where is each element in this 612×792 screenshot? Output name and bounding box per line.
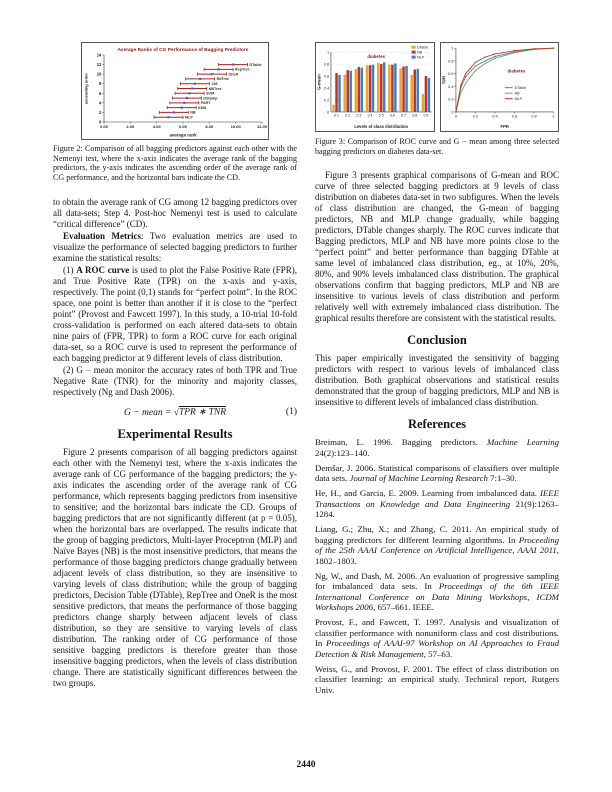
reference-authors: Provost, F., and Fawcett, T. 1997. Analysis and visualization of classifier performance with nonuniform class and cost distributions. In <box>315 617 559 649</box>
reference-authors: Ng, W., and Dash, M. 2006. An evaluation of progressive sampling for imbalanced data sets. In <box>315 570 559 592</box>
reference-entry <box>315 524 559 566</box>
svg-text:NB: NB <box>417 50 423 55</box>
svg-text:G-mean: G-mean <box>316 74 322 90</box>
svg-text:0.6: 0.6 <box>447 71 454 77</box>
svg-text:KNN: KNN <box>198 105 207 110</box>
reference-venue: Machine Learning <box>486 437 559 448</box>
left-paragraphs-2 <box>53 447 297 689</box>
reference-entry <box>315 571 559 613</box>
svg-text:diabetes: diabetes <box>367 54 386 60</box>
equation-radicand: TPR ∗ TNR <box>178 407 226 418</box>
svg-text:OneR: OneR <box>228 72 239 77</box>
equation-number: (1) <box>285 406 297 417</box>
svg-text:12: 12 <box>96 62 102 68</box>
svg-text:MLP: MLP <box>514 97 522 102</box>
svg-text:RepTree: RepTree <box>235 67 250 72</box>
svg-text:0.2: 0.2 <box>345 113 351 118</box>
svg-text:12.00: 12.00 <box>256 124 268 129</box>
figure2-caption: Figure 2: Comparison of all bagging predictors against each other with the Nemenyi test, where the x-axis indicates the average rank of the bagging predictors, the y-axis indicates the ascending order of the average rank of CG performance, and the horizontal bars indicate the CD. <box>53 144 297 183</box>
paragraph-text: : Two evaluation metrics are used to visualize the performance of selected bagging predictors to further examine the statistical results: <box>53 230 297 263</box>
reference-entry <box>315 617 559 659</box>
reference-authors: Demšar, J. 2006. Statistical comparisons of classifiers over multiple data sets. <box>315 462 559 484</box>
svg-text:4: 4 <box>99 100 102 106</box>
svg-text:Levels of class distribution: Levels of class distribution <box>354 123 409 129</box>
figure3-gmean-chart <box>315 42 435 132</box>
svg-text:0.6: 0.6 <box>323 73 330 79</box>
svg-text:0.4: 0.4 <box>323 85 330 91</box>
svg-text:DStump: DStump <box>203 96 218 101</box>
left-column <box>53 42 297 690</box>
svg-text:0.4: 0.4 <box>367 113 373 118</box>
svg-text:0.9: 0.9 <box>423 113 429 118</box>
reference-pages: 7:1–30. <box>487 473 517 484</box>
reference-pages: , 57–63. <box>423 648 453 659</box>
figure3-roc-chart <box>440 42 560 132</box>
svg-text:0.1: 0.1 <box>334 113 339 118</box>
svg-text:PART: PART <box>200 101 211 106</box>
reference-pages: , 1802–1803. <box>315 545 559 566</box>
references-heading: References <box>407 417 467 432</box>
svg-text:0.4: 0.4 <box>447 83 454 89</box>
reference-venue: IEEE Transactions on Knowledge and Data Engineering <box>315 488 559 509</box>
paragraph <box>53 365 297 398</box>
paragraph-bold-lead: Evaluation Metrics <box>63 230 142 241</box>
svg-text:NB: NB <box>190 110 196 115</box>
reference-authors: Breiman, L. 1996. Bagging predictors. <box>315 437 487 448</box>
figure2-nemenyi-chart <box>81 42 269 140</box>
svg-text:average rank: average rank <box>169 132 197 138</box>
svg-text:0: 0 <box>99 119 102 125</box>
svg-text:DTable: DTable <box>249 62 262 67</box>
paragraph-text: (2) G − mean monitor the accuracy rates of both TPR and True Negative Rate (TNR) for the minority and majority classes, respectively (Ng and Dash 2006). <box>53 364 297 397</box>
svg-text:SVM: SVM <box>206 91 215 96</box>
svg-text:0.4: 0.4 <box>491 113 498 119</box>
svg-text:DTable: DTable <box>514 86 526 91</box>
reference-authors: He, H., and Garcia, E. 2009. Learning from imbalanced data. <box>315 488 540 499</box>
equation-gmean <box>53 407 297 418</box>
paragraph <box>53 231 297 264</box>
svg-text:0.6: 0.6 <box>389 113 395 118</box>
svg-text:2.00: 2.00 <box>126 124 135 129</box>
reference-entry <box>315 437 559 458</box>
svg-text:0.7: 0.7 <box>401 113 406 118</box>
svg-text:ascending order: ascending order <box>83 72 89 105</box>
svg-text:0.8: 0.8 <box>412 113 418 118</box>
paragraph <box>53 265 297 364</box>
svg-text:J48: J48 <box>211 82 218 87</box>
reference-authors: Weiss, G., and Provost, F. 2001. The effect of class distribution on classifier learning: an empirical study. Technical report, Rutgers Univ. <box>315 663 559 695</box>
paragraph-text: Figure 3 presents graphical comparisons of G-mean and ROC curve of three selected bagging predictors at 9 levels of class distribution on diabetes data-set in two subfigures. When the levels of class distribution are changed, the G-mean of bagging predictors, NB and MLP change gradually, while bagging predictors, DTable changes sharply. The ROC curves indicate that Bagging predictors, MLP and NB have more points close to the “perfect point” and better performance than bagging DTable at same level of imbalanced class distribution, eg., at 10%, 20%, 80%, and 90% levels imbalanced class distribution. The graphical observations confirm that bagging predictors, MLP and NB are insensitive to various levels of class distribution and perform relatively well with extremely imbalanced class distribution. The graphical results therefore are consistent with the statistical results. <box>315 170 559 324</box>
svg-text:0.2: 0.2 <box>323 97 330 103</box>
svg-text:8.00: 8.00 <box>205 124 214 129</box>
reference-pages: , 657–661. IEEE. <box>373 602 434 613</box>
figure3 <box>315 42 559 132</box>
reference-entry <box>315 488 559 520</box>
svg-text:0.00: 0.00 <box>100 124 108 129</box>
paragraph-text: to obtain the average rank of CG among 12 bagging predictors over all data-sets; Step 4. Post-hoc Nemenyi test is used to calculate “critical difference” (CD). <box>53 196 297 229</box>
paragraph-pre: (1) <box>63 264 77 275</box>
svg-text:0.6: 0.6 <box>511 113 517 119</box>
svg-text:0: 0 <box>326 109 330 115</box>
svg-text:1: 1 <box>450 45 454 51</box>
svg-text:0.8: 0.8 <box>323 61 330 67</box>
svg-text:0.2: 0.2 <box>472 113 478 119</box>
svg-text:2: 2 <box>99 109 102 115</box>
reference-pages: 24(2):123–140. <box>315 447 370 458</box>
svg-text:10.00: 10.00 <box>230 124 241 129</box>
figure2 <box>53 42 297 140</box>
paragraph <box>315 170 559 324</box>
svg-text:MLP: MLP <box>185 115 193 120</box>
reference-venue: Journal of Machine Learning Research <box>349 473 488 484</box>
svg-text:MLP: MLP <box>417 55 425 60</box>
svg-text:0: 0 <box>450 109 454 115</box>
results-heading: Experimental Results <box>117 426 233 441</box>
reference-entry <box>315 463 559 484</box>
figure3-caption: Figure 3: Comparison of ROC curve and G − mean among three selected bagging predictors on diabetes data-set. <box>315 137 559 156</box>
svg-text:0.5: 0.5 <box>378 113 384 118</box>
svg-text:0.3: 0.3 <box>356 113 362 118</box>
reference-authors: Liang, G.; Zhu, X.; and Zhang, C. 2011. An empirical study of bagging predictors for different learning algorithms. In <box>315 524 559 545</box>
svg-text:6: 6 <box>99 90 102 96</box>
paragraph <box>315 353 559 408</box>
reference-venue: Proceedings of the 6th IEEE International Conference on Data Mining Workshops, ICDM Workshops 2006 <box>315 581 560 613</box>
svg-text:NBTree: NBTree <box>208 86 222 91</box>
paragraph <box>53 447 297 689</box>
svg-text:FPR: FPR <box>500 123 509 129</box>
reference-pages: 21(9):1263–1284. <box>315 498 559 520</box>
references-list <box>315 437 559 695</box>
left-paragraphs <box>53 197 297 398</box>
svg-text:DTable: DTable <box>417 45 429 50</box>
svg-text:0.8: 0.8 <box>530 113 537 119</box>
paragraph-text: is used to plot the False Positive Rate (FPR), and True Positive Rate (TPR) on the x-axis and y-axis, respectively. The point (0,1) stands for “perfect point”. In the ROC space, one point is better than another if it is close to the “perfect point” (Provost and Fawcett 1997). In this study, a 10-trial 10-fold cross-validation is performed on each altered data-sets to obtain nine pairs of (FPR, TPR) to form a ROC curve for each original data-set, so a ROC curve is used to represent the performance of each bagging predictor at 9 different levels of class distribution. <box>53 264 297 363</box>
svg-text:0.8: 0.8 <box>447 58 454 64</box>
right-paragraphs <box>315 170 559 324</box>
svg-text:14: 14 <box>96 52 102 58</box>
paragraph-text: Figure 2 presents comparison of all bagging predictors against each other with the Nemenyi test, where the x-axis indicates the average rank of CG performance of the bagging predictors; the y-axis indicates the ascending order of the average rank of CG performance, which represents bagging predictors from insensitive to sensitive; and the horizontal bars indicate the CD. Groups of bagging predictors that are not significantly different (at p = 0.05), when the horizontal bars are overlapped. The results indicate that the group of bagging predictors, Multi-layer Proceptron (MLP) and Naïve Bayes (NB) is the most insensitive predictors, that means the performance of those bagging predictors change gradually between adjacent levels of class distribution, so they are insensitive to varying levels of class distribution; while the group of bagging predictors, Decision Table (DTable), RepTree and OneR is the most sensitive predictors, that means the performance of those bagging predictors change sharply between adjacent levels of class distribution, so they are sensitive to varying levels of class distribution. The ranking order of CG performance of those sensitive bagging predictors is therefore greater than those insensitive bagging predictors, when the levels of class distribution change. There are statistically significant differences between the two groups. <box>53 446 297 688</box>
svg-text:RdTree: RdTree <box>216 77 230 82</box>
svg-text:10: 10 <box>96 71 102 77</box>
reference-venue: Proceeding of the 25th AAAI Conference on Artificial Intelligence, AAAI 2011 <box>315 534 559 556</box>
svg-text:NB: NB <box>514 91 520 96</box>
svg-text:1: 1 <box>326 49 330 55</box>
paragraph-text: This paper empirically investigated the sensitivity of bagging predictors with respect to various levels of imbalanced class distribution. Both graphical observations and statistical results demonstrated that the group of bagging predictors, MLP and NB is insensitive to different levels of imbalanced class distribution. <box>315 353 559 408</box>
conclusion-heading: Conclusion <box>407 333 467 348</box>
reference-entry <box>315 664 559 696</box>
reference-venue: Proceedings of AAAI-97 Workshop on AI Approaches to Fraud Detection & Risk Management <box>315 638 560 659</box>
svg-text:0: 0 <box>454 113 457 119</box>
svg-text:0.2: 0.2 <box>447 96 454 102</box>
svg-text:8: 8 <box>99 81 102 87</box>
svg-text:Average Ranks of CG Performanc: Average Ranks of CG Performance of Bagging Predictors <box>117 48 249 53</box>
right-column <box>315 42 559 700</box>
svg-text:diabetes: diabetes <box>507 68 525 74</box>
paragraph-bold-lead: A ROC curve <box>76 264 130 275</box>
radical-sign: √ <box>173 407 179 418</box>
svg-text:6.00: 6.00 <box>179 124 187 129</box>
svg-text:TPR: TPR <box>440 75 446 85</box>
page-number: 2440 <box>296 760 316 770</box>
conclusion-paragraphs <box>315 353 559 408</box>
svg-text:4.00: 4.00 <box>152 124 161 129</box>
equation-lhs: G − mean = <box>123 407 174 418</box>
svg-text:1: 1 <box>551 113 555 119</box>
paragraph <box>53 197 297 230</box>
